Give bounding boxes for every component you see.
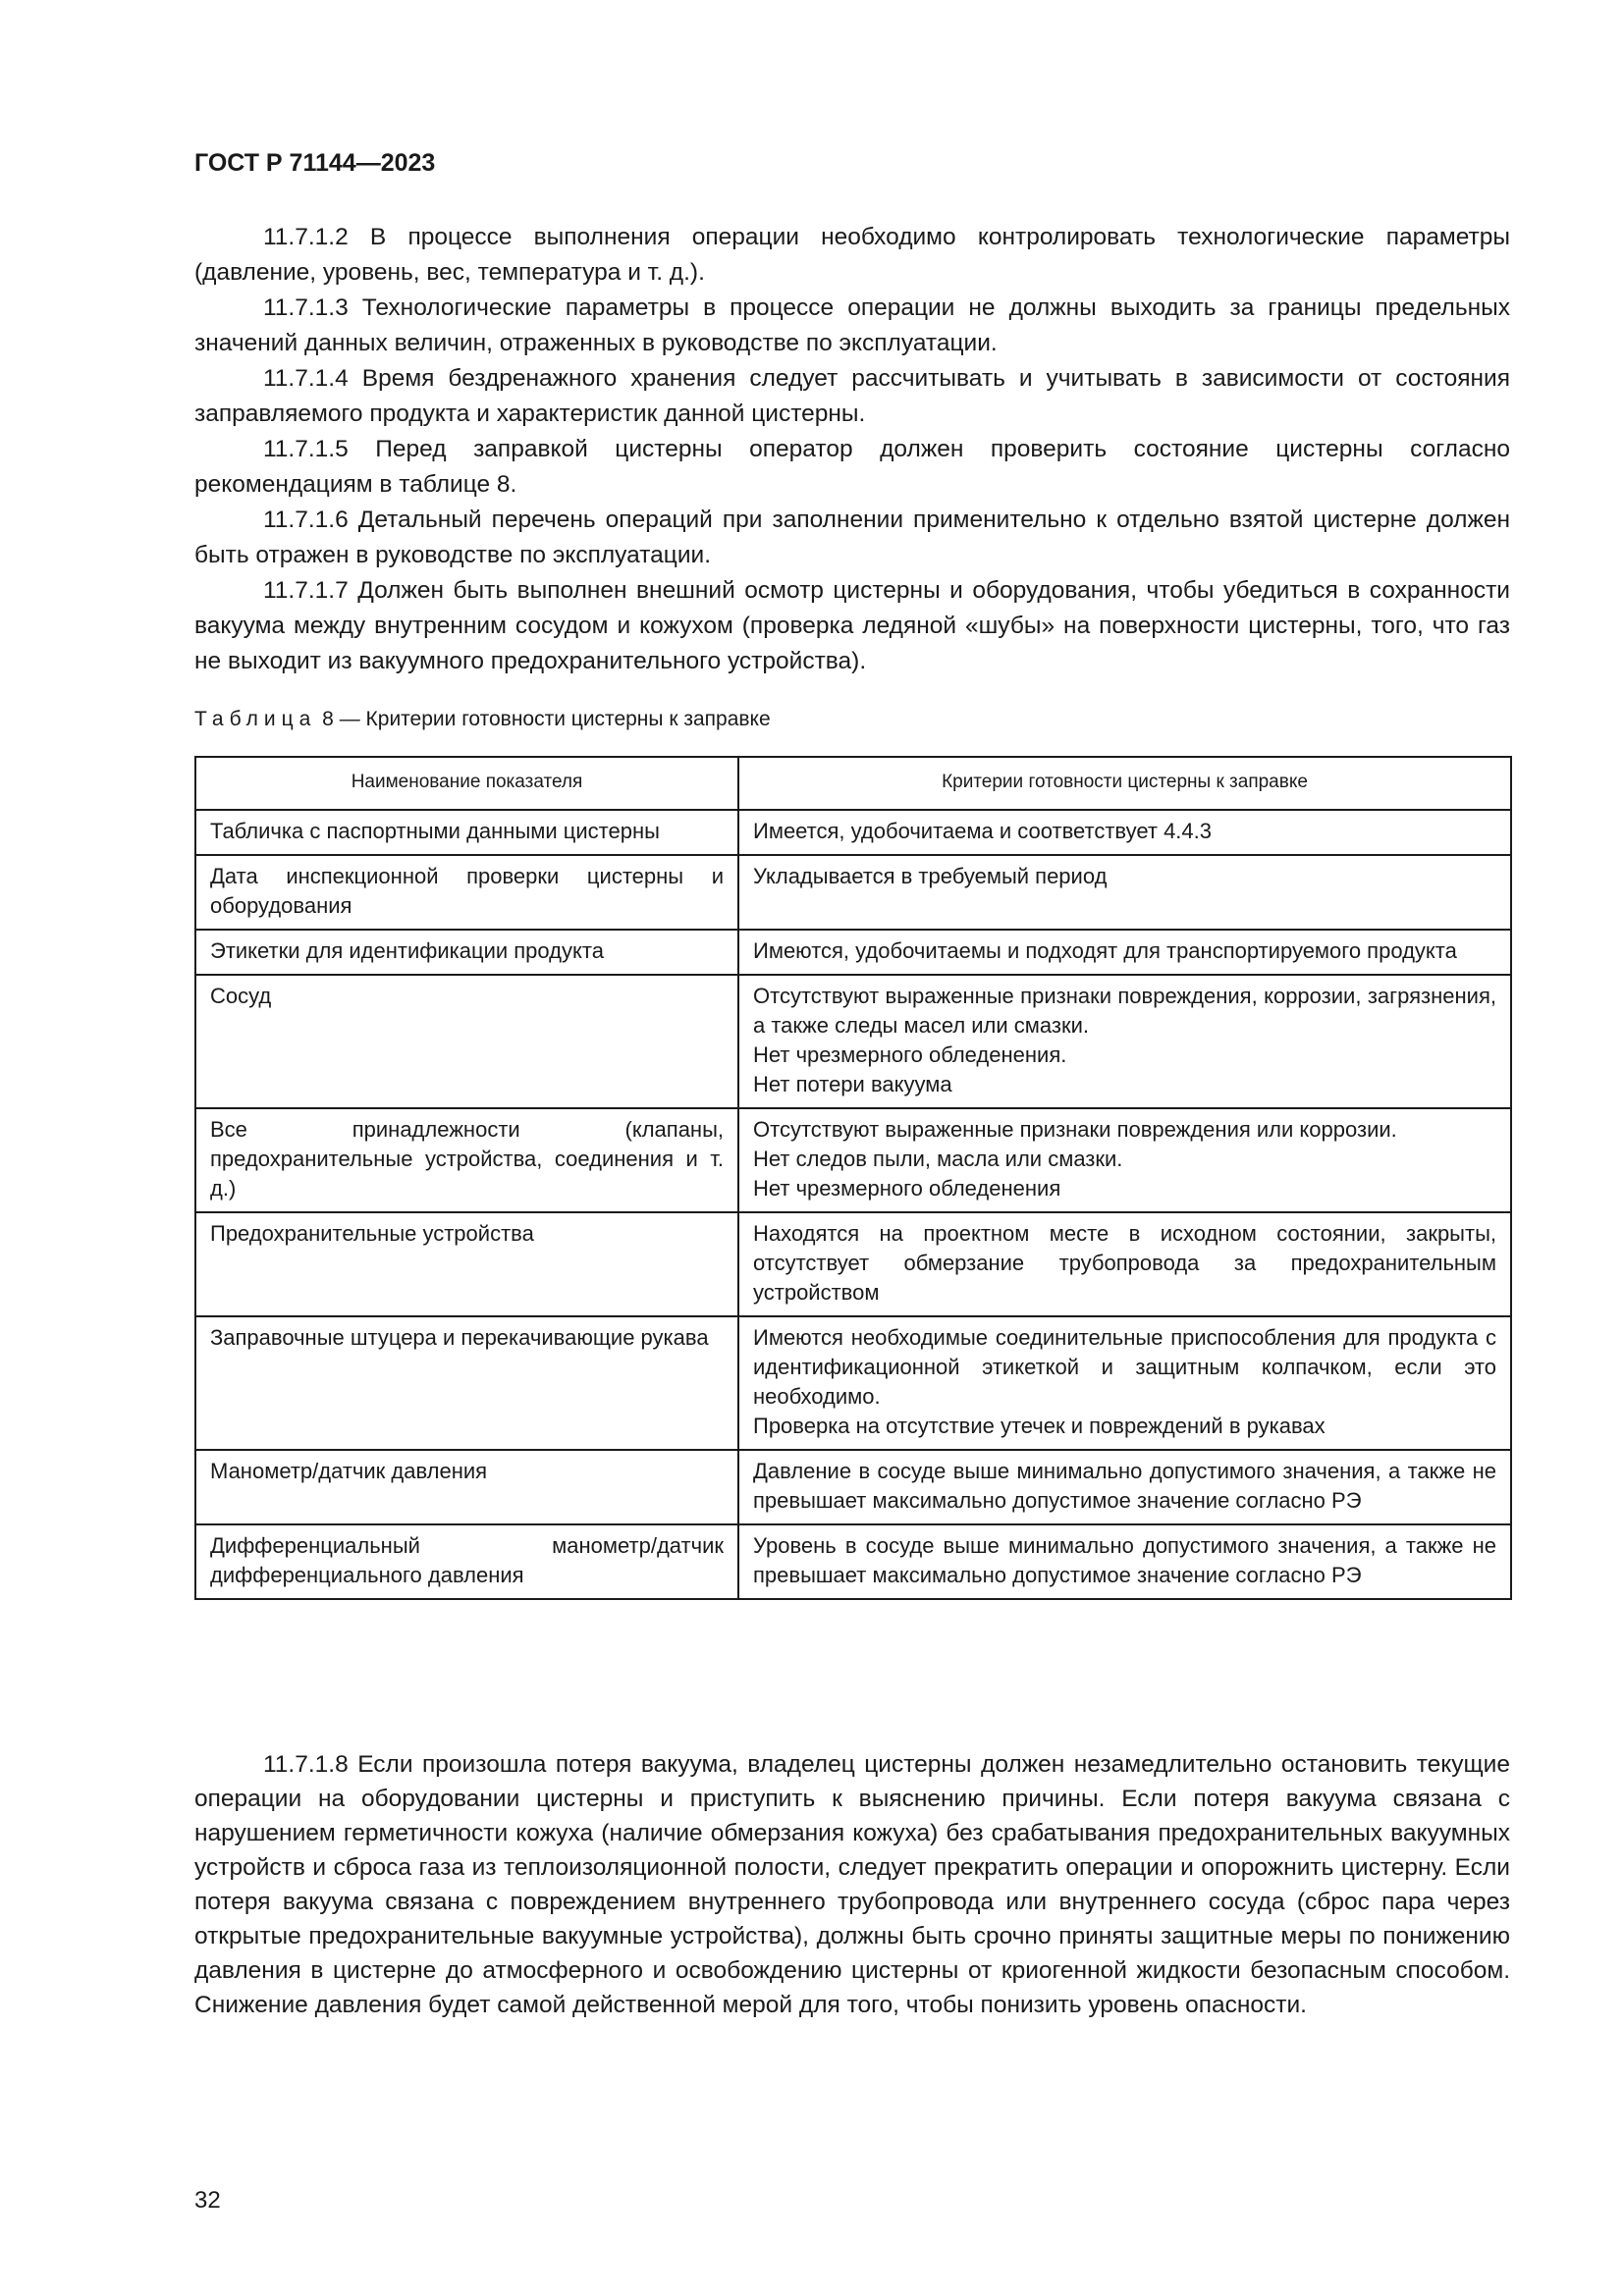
criteria-cell [738, 975, 1511, 1108]
criteria-cell [738, 1524, 1511, 1599]
table-row [195, 1450, 1511, 1524]
table-caption-text: 8 — Критерии готовности цистерны к заправке [316, 708, 771, 730]
criteria-line: Уровень в сосуде выше минимально допустимого значения, а также не превышает максимально допустимое значение согласно РЭ [753, 1533, 1496, 1587]
document-header: ГОСТ Р 71144—2023 [194, 149, 436, 177]
indicator-cell: Сосуд [195, 975, 738, 1108]
paragraph-11-7-1-7: 11.7.1.7 Должен быть выполнен внешний осмотр цистерны и оборудования, чтобы убедиться в сохранности вакуума между внутренним сосудом и кожухом (проверка ледяной «шубы» на поверхности цистерны, того, что газ не выходит из вакуумного предохранительного устройства). [194, 577, 1510, 674]
page-number: 32 [194, 2187, 221, 2214]
indicator-cell: Табличка с паспортными данными цистерны [195, 810, 738, 855]
table-row [195, 1316, 1511, 1450]
criteria-line: Имеются необходимые соединительные приспособления для продукта с идентификационной этикеткой и защитным колпачком, если это необходимо. [753, 1325, 1496, 1409]
paragraph-11-7-1-3: 11.7.1.3 Технологические параметры в процессе операции не должны выходить за границы предельных значений данных величин, отраженных в руководстве по эксплуатации. [194, 294, 1510, 356]
criteria-cell [738, 1316, 1511, 1450]
paragraph-11-7-1-5: 11.7.1.5 Перед заправкой цистерны оператор должен проверить состояние цистерны согласно рекомендациям в таблице 8. [194, 436, 1510, 498]
table-row [195, 810, 1511, 855]
criteria-line: Нет чрезмерного обледенения [753, 1176, 1061, 1201]
criteria-line: Находятся на проектном месте в исходном состоянии, закрыты, отсутствует обмерзание трубопровода за предохранительным устройством [753, 1221, 1496, 1305]
indicator-cell: Дата инспекционной проверки цистерны и оборудования [195, 855, 738, 930]
indicator-cell: Манометр/датчик давления [195, 1450, 738, 1524]
table-row [195, 930, 1511, 975]
criteria-line: Нет потери вакуума [753, 1072, 952, 1096]
criteria-cell [738, 855, 1511, 930]
column-header-indicator: Наименование показателя [195, 757, 738, 810]
criteria-line: Давление в сосуде выше минимально допустимого значения, а также не превышает максимально допустимое значение согласно РЭ [753, 1459, 1496, 1513]
indicator-cell: Дифференциальный манометр/датчик дифференциального давления [195, 1524, 738, 1599]
paragraph-11-7-1-8: 11.7.1.8 Если произошла потеря вакуума, владелец цистерны должен незамедлительно остановить текущие операции на оборудовании цистерны и приступить к выяснению причины. Если потеря вакуума связана с нарушением герметичности кожуха (наличие обмерзания кожуха) без срабатывания предохранительных вакуумных устройств и сброса газа из теплоизоляционной полости, следует прекратить операции и опорожнить цистерну. Если потеря вакуума связана с повреждением внутреннего трубопровода или внутреннего сосуда (сброс пара через открытые предохранительные вакуумные устройства), должны быть срочно приняты защитные меры по понижению давления в цистерне до атмосферного и освобождению цистерны от криогенной жидкости безопасным способом. Снижение давления будет самой действенной мерой для того, чтобы понизить уровень опасности. [194, 1751, 1510, 2018]
table-row [195, 1212, 1511, 1316]
criteria-cell [738, 1212, 1511, 1316]
indicator-cell: Этикетки для идентификации продукта [195, 930, 738, 975]
table-row [195, 1524, 1511, 1599]
criteria-line: Проверка на отсутствие утечек и повреждений в рукавах [753, 1414, 1326, 1438]
table-header-row [195, 757, 1511, 810]
paragraph-11-7-1-2: 11.7.1.2 В процессе выполнения операции необходимо контролировать технологические параметры (давление, уровень, вес, температура и т. д.). [194, 224, 1510, 286]
criteria-line: Нет чрезмерного обледенения. [753, 1042, 1067, 1067]
paragraph-11-7-1-6: 11.7.1.6 Детальный перечень операций при заполнении применительно к отдельно взятой цистерне должен быть отражен в руководстве по эксплуатации. [194, 507, 1510, 568]
paragraph-11-7-1-4: 11.7.1.4 Время бездренажного хранения следует рассчитывать и учитывать в зависимости от состояния заправляемого продукта и характеристик данной цистерны. [194, 365, 1510, 427]
indicator-cell: Все принадлежности (клапаны, предохранительные устройства, соединения и т. д.) [195, 1108, 738, 1212]
table-row [195, 975, 1511, 1108]
column-header-criteria: Критерии готовности цистерны к заправке [738, 757, 1511, 810]
criteria-line: Укладывается в требуемый период [753, 864, 1108, 888]
criteria-cell [738, 1450, 1511, 1524]
criteria-line: Имеется, удобочитаема и соответствует 4.4.3 [753, 819, 1213, 843]
criteria-line: Нет следов пыли, масла или смазки. [753, 1147, 1123, 1171]
body-text [194, 220, 1510, 679]
criteria-cell [738, 930, 1511, 975]
body-text-after-table [194, 1747, 1510, 2022]
table-caption-label: Таблица [194, 708, 317, 730]
indicator-cell: Заправочные штуцера и перекачивающие рукава [195, 1316, 738, 1450]
criteria-line: Отсутствуют выраженные признаки повреждения, коррозии, загрязнения, а также следы масел или смазки. [753, 984, 1496, 1038]
criteria-cell [738, 810, 1511, 855]
criteria-line: Отсутствуют выраженные признаки повреждения или коррозии. [753, 1117, 1397, 1142]
criteria-table [194, 756, 1512, 1600]
table-row [195, 1108, 1511, 1212]
indicator-cell: Предохранительные устройства [195, 1212, 738, 1316]
table-row [195, 855, 1511, 930]
criteria-line: Имеются, удобочитаемы и подходят для транспортируемого продукта [753, 938, 1457, 963]
table-caption [194, 708, 771, 731]
criteria-cell [738, 1108, 1511, 1212]
